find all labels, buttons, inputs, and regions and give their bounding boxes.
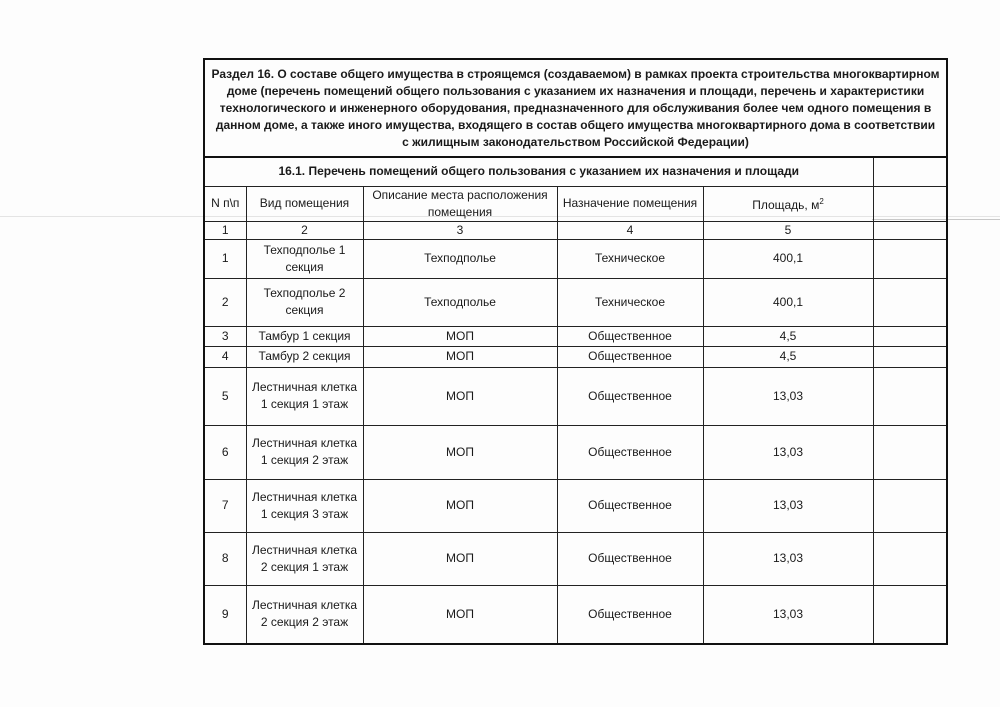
room-area: 13,03 xyxy=(703,585,873,644)
table-row xyxy=(204,532,947,585)
empty-cell xyxy=(873,326,947,346)
room-area: 13,03 xyxy=(703,425,873,479)
room-type: Лестничная клетка 1 секция 3 этаж xyxy=(246,479,363,532)
room-type: Лестничная клетка 2 секция 2 этаж xyxy=(246,585,363,644)
empty-cell xyxy=(873,239,947,278)
empty-cell xyxy=(873,186,947,221)
room-location: МОП xyxy=(363,425,557,479)
table-row xyxy=(204,278,947,326)
room-location: МОП xyxy=(363,326,557,346)
empty-cell xyxy=(873,425,947,479)
column-number: 3 xyxy=(363,221,557,239)
row-num: 6 xyxy=(204,425,246,479)
room-area: 13,03 xyxy=(703,532,873,585)
empty-cell xyxy=(873,221,947,239)
room-location: МОП xyxy=(363,585,557,644)
room-area: 4,5 xyxy=(703,346,873,367)
table-row xyxy=(204,326,947,346)
room-location: МОП xyxy=(363,479,557,532)
header-location: Описание места расположения помещения xyxy=(363,186,557,221)
row-num: 2 xyxy=(204,278,246,326)
room-purpose: Общественное xyxy=(557,585,703,644)
room-type: Тамбур 1 секция xyxy=(246,326,363,346)
header-purpose: Назначение помещения xyxy=(557,186,703,221)
column-number: 2 xyxy=(246,221,363,239)
empty-cell xyxy=(873,532,947,585)
room-area: 400,1 xyxy=(703,278,873,326)
room-type: Тамбур 2 секция xyxy=(246,346,363,367)
subsection-title: 16.1. Перечень помещений общего пользования с указанием их назначения и площади xyxy=(204,157,873,186)
room-type: Техподполье 1 секция xyxy=(246,239,363,278)
table-row xyxy=(204,585,947,644)
column-number: 4 xyxy=(557,221,703,239)
room-type: Лестничная клетка 1 секция 2 этаж xyxy=(246,425,363,479)
room-area: 13,03 xyxy=(703,367,873,425)
header-row xyxy=(204,186,947,221)
room-area: 400,1 xyxy=(703,239,873,278)
room-type: Техподполье 2 секция xyxy=(246,278,363,326)
row-num: 9 xyxy=(204,585,246,644)
row-num: 1 xyxy=(204,239,246,278)
empty-cell xyxy=(873,585,947,644)
room-purpose: Общественное xyxy=(557,326,703,346)
room-purpose: Общественное xyxy=(557,367,703,425)
row-num: 8 xyxy=(204,532,246,585)
common-property-table xyxy=(203,58,948,645)
room-area: 13,03 xyxy=(703,479,873,532)
table-row xyxy=(204,367,947,425)
empty-cell xyxy=(873,278,947,326)
room-purpose: Техническое xyxy=(557,278,703,326)
table-row xyxy=(204,239,947,278)
room-location: Техподполье xyxy=(363,278,557,326)
column-number-row xyxy=(204,221,947,239)
room-location: МОП xyxy=(363,346,557,367)
header-num: N п\п xyxy=(204,186,246,221)
row-num: 5 xyxy=(204,367,246,425)
room-location: Техподполье xyxy=(363,239,557,278)
column-number: 1 xyxy=(204,221,246,239)
row-num: 7 xyxy=(204,479,246,532)
room-purpose: Общественное xyxy=(557,532,703,585)
room-type: Лестничная клетка 1 секция 1 этаж xyxy=(246,367,363,425)
section-title: Раздел 16. О составе общего имущества в строящемся (создаваемом) в рамках проекта строительства многоквартирном доме (перечень помещений общего пользования с указанием их назначения и площади, перечень и характеристики технологического и инженерного оборудования, предназначенного для обслуживания более чем одного помещения в данном доме, а также иного имущества, входящего в состав общего имущества многоквартирного дома в соответствии с жилищным законодательством Российской Федерации) xyxy=(204,59,947,157)
column-number: 5 xyxy=(703,221,873,239)
empty-cell xyxy=(873,346,947,367)
table-row xyxy=(204,346,947,367)
row-num: 4 xyxy=(204,346,246,367)
empty-cell xyxy=(873,157,947,186)
header-area: Площадь, $м^2$ xyxy=(703,186,873,221)
row-num: 3 xyxy=(204,326,246,346)
table-row xyxy=(204,479,947,532)
room-location: МОП xyxy=(363,532,557,585)
room-purpose: Общественное xyxy=(557,479,703,532)
room-purpose: Общественное xyxy=(557,425,703,479)
room-purpose: Техническое xyxy=(557,239,703,278)
table-row xyxy=(204,425,947,479)
empty-cell xyxy=(873,367,947,425)
room-type: Лестничная клетка 2 секция 1 этаж xyxy=(246,532,363,585)
room-area: 4,5 xyxy=(703,326,873,346)
header-type: Вид помещения xyxy=(246,186,363,221)
room-purpose: Общественное xyxy=(557,346,703,367)
room-location: МОП xyxy=(363,367,557,425)
empty-cell xyxy=(873,479,947,532)
